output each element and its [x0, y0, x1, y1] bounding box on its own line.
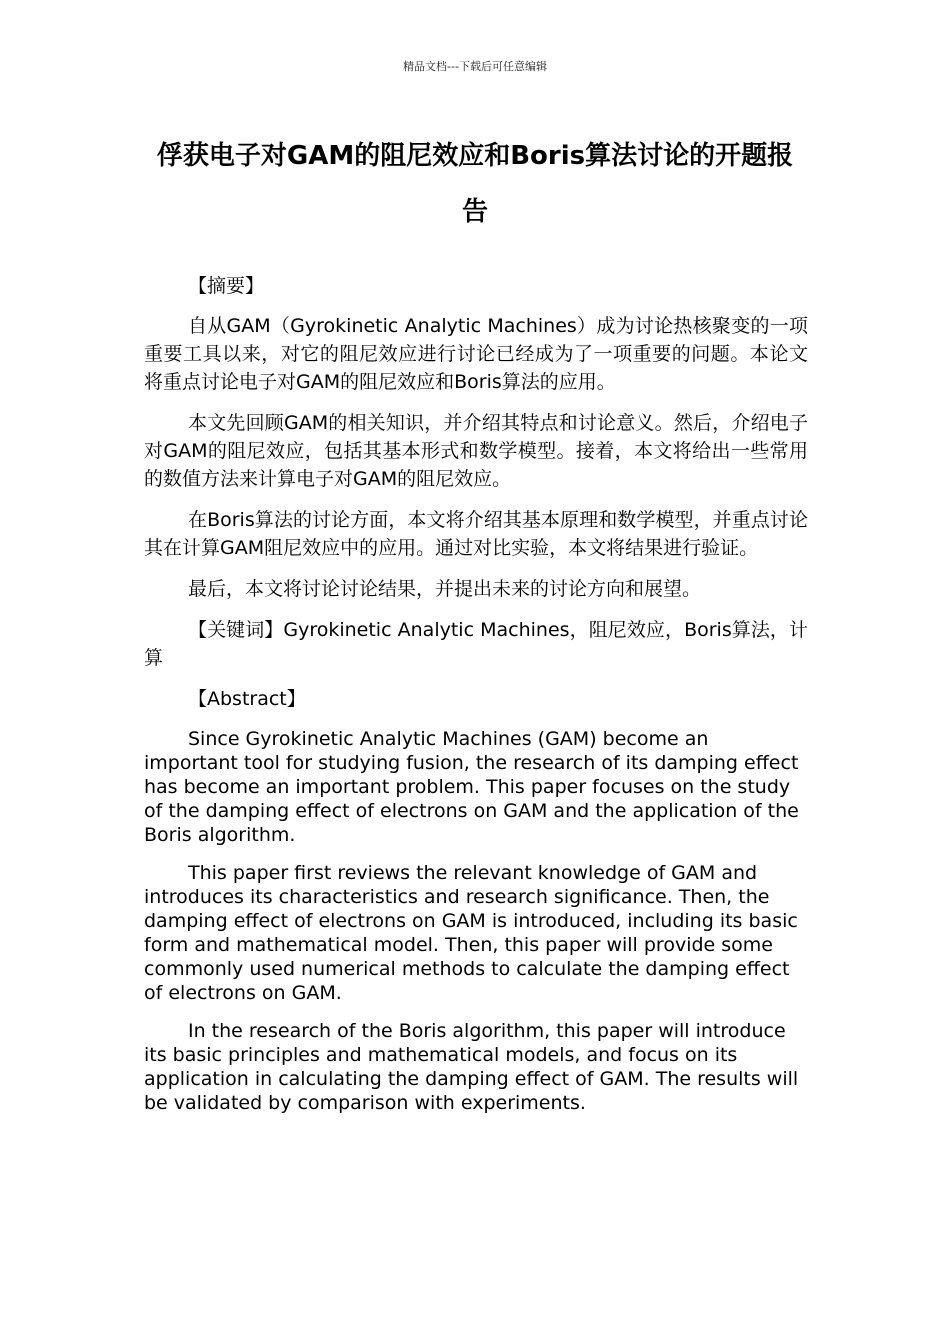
abstract-en-heading: 【Abstract】	[188, 688, 306, 710]
keywords-cn: 【关键词】Gyrokinetic Analytic Machines，阻尼效应，Boris算法，计算	[144, 619, 808, 669]
page-header: 精品文档---下载后可任意编辑	[403, 60, 547, 73]
abstract-cn-paragraph: 自从GAM（Gyrokinetic Analytic Machines）成为讨论热核聚变的一项重要工具以来，对它的阻尼效应进行讨论已经成为了一项重要的问题。本论文将重点讨论电子对GAM的阻尼效应和Boris算法的应用。	[144, 315, 808, 393]
abstract-en-paragraph: In the research of the Boris algorithm, this paper will introduce its basic principles and mathematical models, and focus on its application in calculating the damping effect of GAM. The results will be validated by comparison with experiments.	[144, 1020, 799, 1114]
abstract-cn-paragraph: 本文先回顾GAM的相关知识，并介绍其特点和讨论意义。然后，介绍电子对GAM的阻尼效应，包括其基本形式和数学模型。接着，本文将给出一些常用的数值方法来计算电子对GAM的阻尼效应。	[144, 412, 808, 490]
abstract-en-paragraph: Since Gyrokinetic Analytic Machines (GAM) become an important tool for studying fusion, the research of its damping effect has become an important problem. This paper focuses on the study of the damping effect of electrons on GAM and the application of the Boris algorithm.	[144, 728, 799, 846]
abstract-cn-paragraph: 在Boris算法的讨论方面，本文将介绍其基本原理和数学模型，并重点讨论其在计算GAM阻尼效应中的应用。通过对比实验，本文将结果进行验证。	[144, 509, 808, 559]
document-title: 俘获电子对GAM的阻尼效应和Boris算法讨论的开题报告	[156, 141, 794, 227]
abstract-en-paragraph: This paper first reviews the relevant knowledge of GAM and introduces its characteristics and research significance. Then, the damping effect of electrons on GAM is introduced, including its basic form and mathematical model. Then, this paper will provide some commonly used numerical methods to calculate the damping effect of electrons on GAM.	[144, 862, 798, 1004]
document-body	[144, 272, 808, 1129]
abstract-cn-paragraph: 最后，本文将讨论讨论结果，并提出未来的讨论方向和展望。	[188, 578, 702, 600]
abstract-cn-heading: 【摘要】	[188, 275, 265, 297]
